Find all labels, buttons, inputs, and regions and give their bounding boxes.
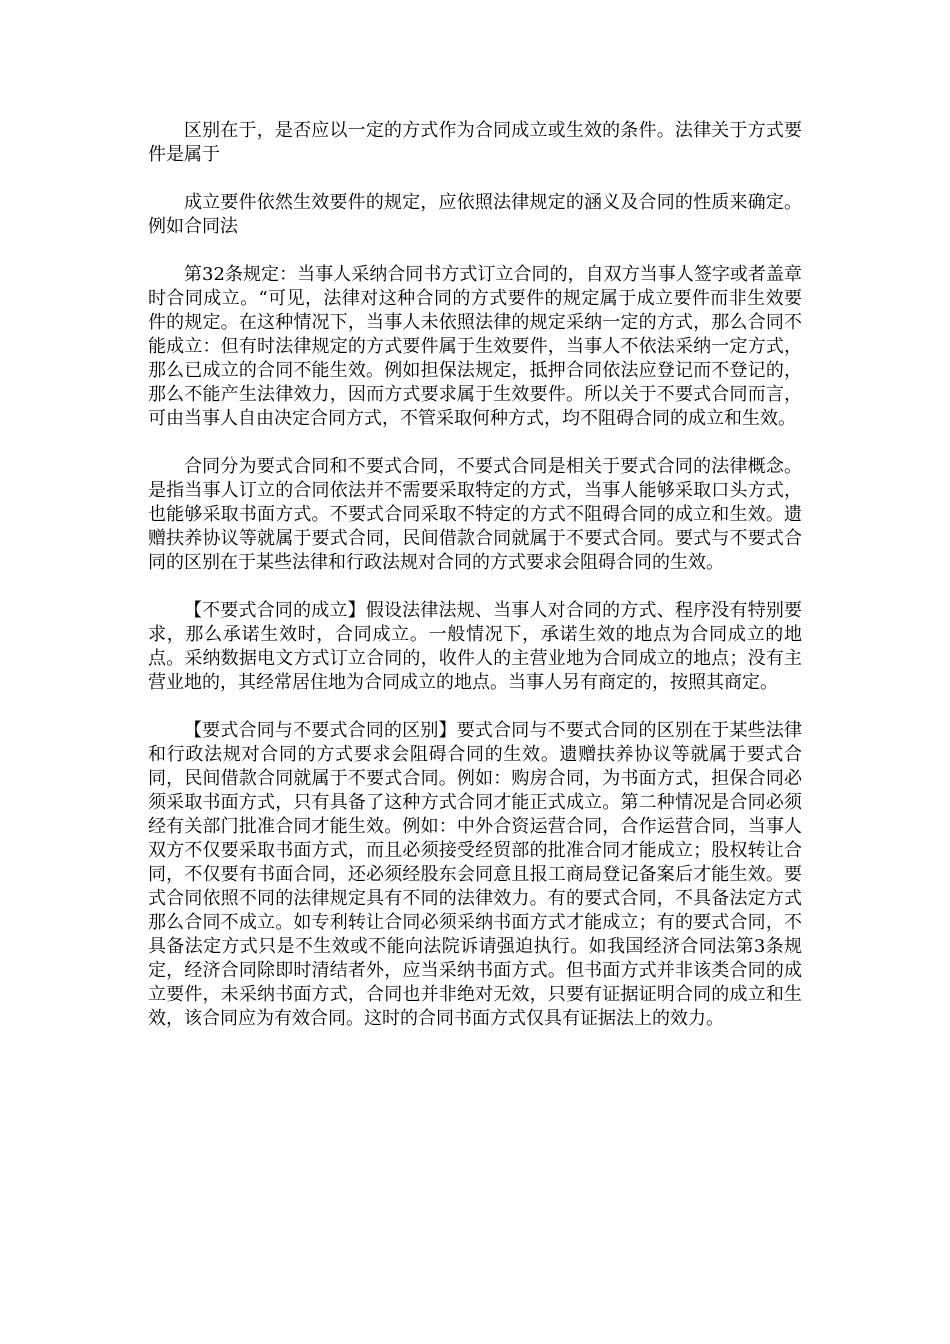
paragraph-3: 第32条规定：当事人采纳合同书方式订立合同的，自双方当事人签字或者盖章时合同成立。“可见，法律对这种合同的方式要件的规定属于成立要件而非生效要件的规定。在这种情况下，当事人未依照法律的规定采纳一定的方式，那么合同不能成立：但有时法律规定的方式要件属于生效要件，当事人不依法采纳一定方式，那么已成立的合同不能生效。例如担保法规定，抵押合同依法应登记而不登记的，那么不能产生法律效力，因而方式要求属于生效要件。所以关于不要式合同而言，可由当事人自由决定合同方式，不管采取何种方式，均不阻碍合同的成立和生效。 <box>148 264 802 429</box>
paragraph-6: 【要式合同与不要式合同的区别】要式合同与不要式合同的区别在于某些法律和行政法规对合同的方式要求会阻碍合同的生效。遗赠扶养协议等就属于要式合同，民间借款合同就属于不要式合同。例如：购房合同，为书面方式，担保合同必须采取书面方式，只有具备了这种方式合同才能正式成立。第二种情况是合同必须经有关部门批准合同才能生效。例如：中外合资运营合同，合作运营合同，当事人双方不仅要采取书面方式，而且必须接受经贸部的批准合同才能成立；股权转让合同，不仅要有书面合同，还必须经股东会同意且报工商局登记备案后才能生效。要式合同依照不同的法律规定具有不同的法律效力。有的要式合同，不具备法定方式那么合同不成立。如专利转让合同必须采纳书面方式才能成立；有的要式合同，不具备法定方式只是不生效或不能向法院诉请强迫执行。如我国经济合同法第3条规定，经济合同除即时清结者外，应当采纳书面方式。但书面方式并非该类合同的成立要件，未采纳书面方式，合同也并非绝对无效，只要有证据证明合同的成立和生效，该合同应为有效合同。这时的合同书面方式仅具有证据法上的效力。 <box>148 720 802 1029</box>
paragraph-2: 成立要件依然生效要件的规定，应依照法律规定的涵义及合同的性质来确定。例如合同法 <box>148 192 802 237</box>
paragraph-4: 合同分为要式合同和不要式合同，不要式合同是相关于要式合同的法律概念。是指当事人订立的合同依法并不需要采取特定的方式，当事人能够采取口头方式，也能够采取书面方式。不要式合同采取不特定的方式不阻碍合同的成立和生效。遗赠扶养协议等就属于要式合同，民间借款合同就属于不要式合同。要式与不要式合同的区别在于某些法律和行政法规对合同的方式要求会阻碍合同的生效。 <box>148 456 802 573</box>
paragraph-5: 【不要式合同的成立】假设法律法规、当事人对合同的方式、程序没有特别要求，那么承诺生效时，合同成立。一般情况下，承诺生效的地点为合同成立的地点。采纳数据电文方式订立合同的，收件人的主营业地为合同成立的地点；没有主营业地的，其经常居住地为合同成立的地点。当事人另有商定的，按照其商定。 <box>148 600 802 693</box>
document-body <box>148 119 802 1055</box>
paragraph-1: 区别在于，是否应以一定的方式作为合同成立或生效的条件。法律关于方式要件是属于 <box>148 120 802 165</box>
